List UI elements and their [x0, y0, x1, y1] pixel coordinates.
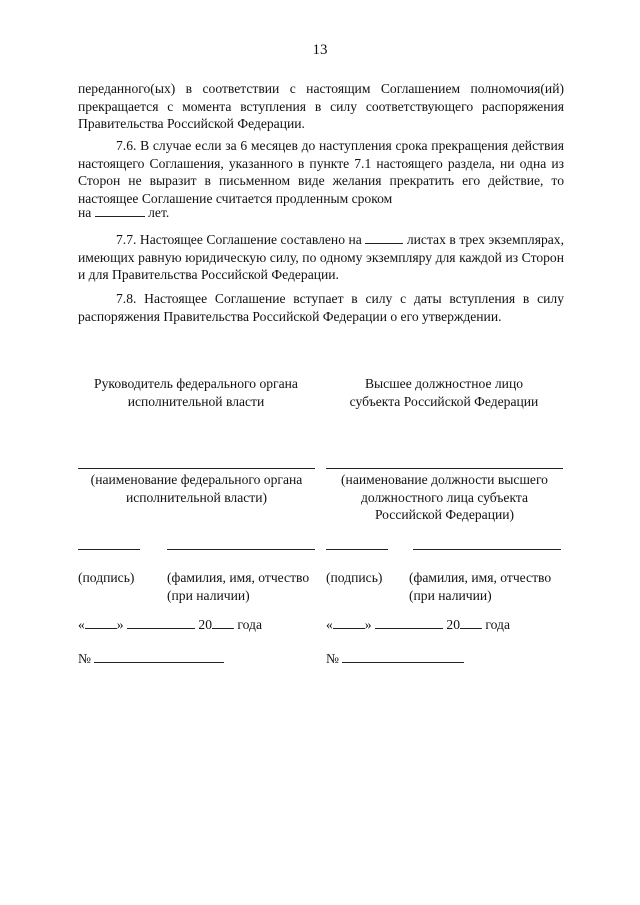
right-year-word: года: [485, 617, 510, 632]
page-number: 13: [312, 42, 328, 58]
right-signature-label: (подпись): [326, 570, 383, 585]
right-number-blank: [342, 661, 464, 663]
term-prefix: на: [78, 205, 92, 220]
right-fio-line: [413, 549, 561, 550]
paragraph-7-8: 7.8. Настоящее Соглашение вступает в силу с даты вступления в силу распоряжения Правительства Российской Федерации о его утверждении.: [78, 291, 564, 324]
right-date-quote-close: »: [364, 617, 372, 632]
paragraph-7-7: [78, 231, 564, 284]
left-date-quote-open: «: [78, 617, 85, 632]
left-number-line: [78, 650, 224, 668]
right-fio-label: (фамилия, имя, отчество (при наличии): [409, 570, 552, 603]
paragraph-7-7-start: 7.7. Настоящее Соглашение составлено на: [116, 232, 362, 247]
term-suffix: лет.: [148, 205, 170, 220]
left-heading-line2: исполнительной власти: [127, 394, 265, 409]
right-date-line: [326, 616, 510, 634]
paragraph-7-7-end: листах в трех экземплярах, имеющих равную юридическую силу, по одному экземпляру для каждой из Сторон и для Правительства Российской Федерации.: [78, 232, 564, 282]
left-year-word: года: [237, 617, 262, 632]
left-date-quote-close: »: [116, 617, 124, 632]
left-year-blank: [212, 627, 234, 629]
right-date-quote-open: «: [326, 617, 333, 632]
left-signature-line: [78, 549, 140, 550]
term-years-blank: [95, 215, 145, 217]
right-signatory-heading: [326, 375, 562, 411]
right-day-blank: [333, 627, 365, 629]
left-fio-line: [167, 549, 315, 550]
left-number-blank: [94, 661, 224, 663]
left-name-caption: (наименование федерального органа исполнительной власти): [90, 472, 303, 505]
left-year-prefix: 20: [198, 617, 212, 632]
right-year-prefix: 20: [446, 617, 460, 632]
left-date-line: [78, 616, 262, 634]
left-name-line: [78, 468, 315, 469]
right-number-sign: №: [326, 651, 339, 666]
right-name-line: [326, 468, 563, 469]
left-day-blank: [85, 627, 117, 629]
paragraph-7-6: [78, 137, 564, 207]
left-fio-label: (фамилия, имя, отчество (при наличии): [167, 570, 310, 603]
right-heading-line1: Высшее должностное лицо: [364, 376, 524, 391]
left-signatory-heading: [78, 375, 314, 411]
sheets-count-blank: [365, 242, 403, 244]
paragraph-7-6-term: [78, 204, 169, 222]
paragraph-continuation: переданного(ых) в соответствии с настоящим Соглашением полномочия(ий) прекращается с момента вступления в силу соответствующего распоряжения Правительства Российской Федерации.: [78, 81, 564, 131]
right-number-line: [326, 650, 464, 668]
right-signature-line: [326, 549, 388, 550]
paragraph-7-6-text: 7.6. В случае если за 6 месяцев до наступления срока прекращения действия настоящего Соглашения, указанного в пункте 7.1 настоящего раздела, ни одна из Сторон не выразит в письменном виде желания прекратить его действие, то настоящее Соглашение считается продленным сроком: [78, 138, 564, 206]
right-year-blank: [460, 627, 482, 629]
right-month-blank: [375, 627, 443, 629]
right-heading-line2: субъекта Российской Федерации: [349, 394, 539, 409]
right-name-caption: (наименование должности высшего должностного лица субъекта Российской Федерации): [341, 472, 548, 522]
left-signature-label: (подпись): [78, 570, 135, 585]
left-heading-line1: Руководитель федерального органа: [94, 376, 298, 391]
left-month-blank: [127, 627, 195, 629]
left-number-sign: №: [78, 651, 91, 666]
